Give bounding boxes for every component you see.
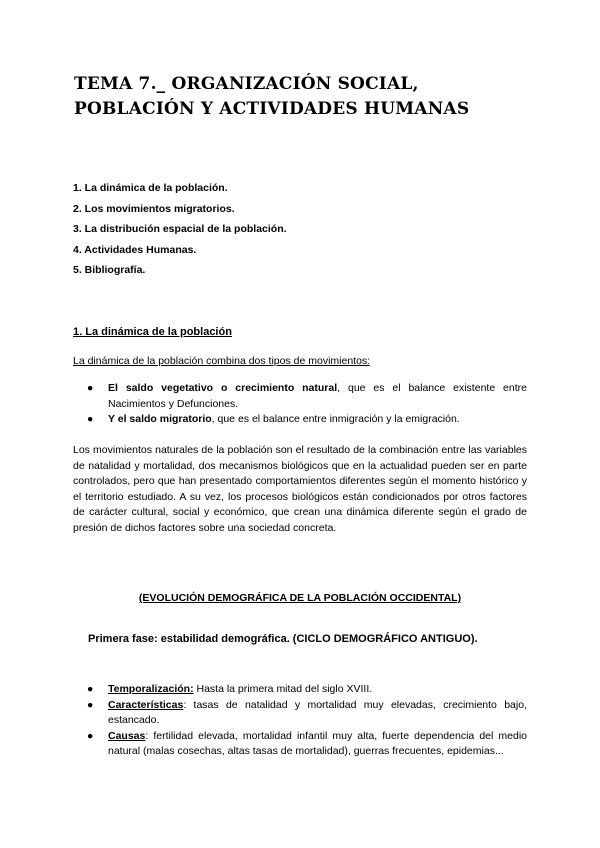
detail-label: Temporalización: bbox=[108, 683, 194, 695]
body-paragraph: Los movimientos naturales de la población son el resultado de la combinación entre las variables de natalidad y mortalidad, dos mecanismos biológicos que en la actualidad pueden ser en parte controlados, pero que han presentado comportamientos diferentes según el momento histórico y el territorio estudiado. A su vez, los procesos biológicos están condicionados por otros factores de carácter cultural, social y económico, que crean una dinámica diferente según el grado de presión de dichos factores sobre una sociedad concreta. bbox=[73, 444, 527, 534]
bullet-icon: ● bbox=[87, 382, 94, 394]
phase-details-list bbox=[73, 682, 527, 760]
detail-text: : fertilidad elevada, mortalidad infantil muy alta, fuerte dependencia del medio natural (malas cosechas, altas tasas de mortalidad), guerras frecuentes, epidemias... bbox=[108, 729, 527, 757]
section-heading: 1. La dinámica de la población bbox=[73, 326, 232, 338]
bullet-icon: ● bbox=[87, 698, 94, 711]
toc-item: 3. La distribución espacial de la población. bbox=[73, 223, 287, 235]
detail-label: Características bbox=[108, 698, 184, 711]
toc-item: 1. La dinámica de la población. bbox=[73, 182, 228, 194]
title-line-1: TEMA 7._ ORGANIZACIÓN SOCIAL, bbox=[74, 74, 419, 94]
document-title bbox=[74, 72, 544, 122]
detail-text: Hasta la primera mitad del siglo XVIII. bbox=[193, 683, 373, 695]
bullet-bold: Y el saldo migratorio bbox=[108, 413, 212, 425]
list-item bbox=[73, 698, 527, 729]
bullet-text: , que es el balance existente entre Nacimientos y Defunciones. bbox=[108, 382, 527, 410]
toc-item: 2. Los movimientos migratorios. bbox=[73, 202, 235, 215]
bullet-icon: ● bbox=[87, 413, 94, 425]
toc-item: 4. Actividades Humanas. bbox=[73, 243, 197, 256]
section-intro: La dinámica de la población combina dos tipos de movimientos: bbox=[73, 355, 371, 367]
list-item bbox=[73, 412, 527, 428]
list-item bbox=[73, 381, 527, 412]
bullet-icon: ● bbox=[87, 729, 94, 742]
movements-list bbox=[73, 381, 527, 428]
detail-text: : tasas de natalidad y mortalidad muy elevadas, crecimiento bajo, estancado. bbox=[108, 698, 527, 726]
table-of-contents bbox=[73, 178, 287, 281]
bullet-icon: ● bbox=[87, 683, 94, 695]
bullet-bold: El saldo vegetativo o crecimiento natural bbox=[108, 382, 338, 394]
phase-title: Primera fase: estabilidad demográfica. (CICLO DEMOGRÁFICO ANTIGUO). bbox=[88, 633, 478, 645]
list-item bbox=[73, 729, 527, 760]
evolution-heading: (EVOLUCIÓN DEMOGRÁFICA DE LA POBLACIÓN OCCIDENTAL) bbox=[138, 592, 462, 604]
title-line-2: POBLACIÓN Y ACTIVIDADES HUMANAS bbox=[74, 99, 470, 119]
bullet-text: , que es el balance entre inmigración y la emigración. bbox=[211, 413, 460, 425]
list-item bbox=[73, 682, 527, 698]
toc-item: 5. Bibliografía. bbox=[73, 264, 146, 276]
detail-label: Causas bbox=[108, 729, 146, 742]
